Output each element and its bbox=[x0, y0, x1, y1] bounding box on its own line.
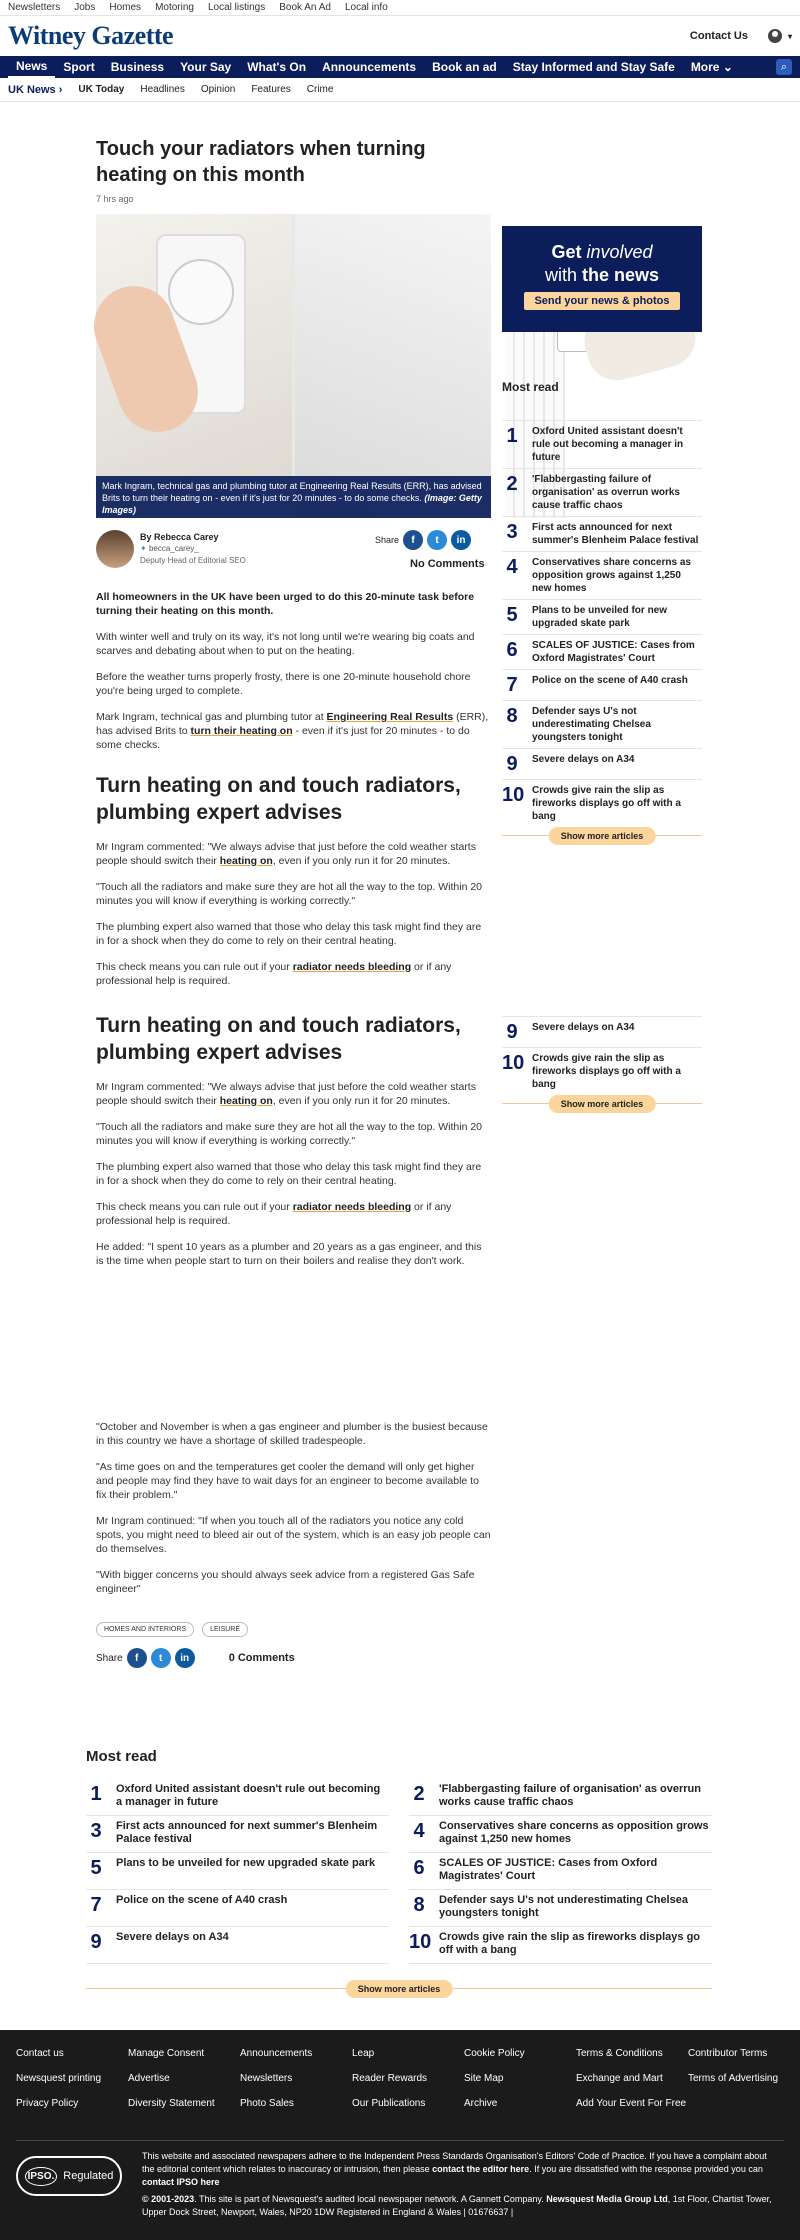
most-read-headline[interactable]: Oxford United assistant doesn't rule out becoming a manager in future bbox=[116, 1783, 381, 1808]
promo-with: with bbox=[544, 265, 582, 285]
share-label: Share bbox=[375, 535, 400, 545]
author-avatar[interactable] bbox=[96, 530, 134, 568]
ipso-text-2: . If you are dissatisfied with the response provided you can bbox=[529, 2164, 763, 2174]
most-read-rank: 1 bbox=[506, 425, 518, 447]
most-read-rank: 4 bbox=[413, 1820, 425, 1842]
share-bar-top bbox=[375, 530, 471, 550]
send-news-button[interactable]: Send your news & photos bbox=[524, 292, 679, 310]
hero-image[interactable] bbox=[96, 214, 491, 518]
most-read-item[interactable] bbox=[409, 1779, 712, 1816]
ipso-text: This website and associated newspapers adhere to the Independent Press Standards Organisation's Editors' Code of Practice. If you have a complaint about the editorial content which relates to inaccuracy or intrusion, then please bbox=[142, 2151, 767, 2174]
most-read-item[interactable] bbox=[86, 1927, 389, 1964]
article-lead: All homeowners in the UK have been urged to do this 20-minute task before turning their heating on this month. bbox=[96, 591, 475, 617]
most-read-headline[interactable]: Conservatives share concerns as opposition grows against 1,250 new homes bbox=[532, 557, 691, 594]
main-nav bbox=[0, 56, 800, 78]
paragraph: Mr Ingram continued: "If when you touch all of the radiators you notice any cold spots, you might need to bleed air out of the system, which is an easy job people can do themselves. bbox=[96, 1515, 491, 1555]
masthead bbox=[0, 16, 800, 56]
most-read-item[interactable] bbox=[409, 1927, 712, 1964]
most-read-headline[interactable]: SCALES OF JUSTICE: Cases from Oxford Magistrates' Court bbox=[532, 640, 695, 664]
paragraph: "Touch all the radiators and make sure they are hot all the way to the top. Within 20 minutes you will know if everything is working correctly." bbox=[96, 881, 483, 907]
thermostat-photo bbox=[96, 214, 292, 518]
footer-link[interactable]: Manage Consent bbox=[128, 2048, 205, 2059]
paragraph: "October and November is when a gas engineer and plumber is the busiest because in this country we have a shortage of skilled tradespeople. bbox=[96, 1421, 488, 1447]
footer-link[interactable]: Leap bbox=[352, 2048, 375, 2059]
copyright bbox=[142, 2193, 778, 2219]
most-read-title: Most read bbox=[502, 380, 559, 394]
most-read-rank: 3 bbox=[90, 1820, 102, 1842]
footer-link[interactable]: Diversity Statement bbox=[128, 2098, 215, 2109]
show-more-button[interactable]: Show more articles bbox=[549, 1095, 656, 1113]
nav-more[interactable] bbox=[683, 56, 741, 78]
paragraph: He added: "I spent 10 years as a plumber and 20 years as a gas engineer, and this is the time when people start to turn on their boilers and realise they don't work. bbox=[96, 1241, 482, 1267]
err-link[interactable]: Engineering Real Results bbox=[326, 711, 454, 723]
most-read-headline[interactable]: 'Flabbergasting failure of organisation' as overrun works cause traffic chaos bbox=[439, 1783, 701, 1808]
topbar-link-book-an-ad[interactable]: Book An Ad bbox=[279, 2, 331, 13]
paragraph-text: This check means you can rule out if your bbox=[96, 961, 293, 973]
most-read-headline[interactable]: Severe delays on A34 bbox=[532, 1022, 635, 1033]
site-footer bbox=[0, 2030, 800, 2240]
footer-link[interactable]: Exchange and Mart bbox=[576, 2073, 663, 2084]
most-read-rank: 2 bbox=[506, 473, 518, 495]
article-body-end bbox=[96, 1420, 491, 1608]
subnav-crime[interactable]: Crime bbox=[306, 84, 334, 95]
most-read-rank: 4 bbox=[506, 556, 518, 578]
most-read-rank: 7 bbox=[506, 674, 518, 696]
ipso-statement bbox=[142, 2150, 778, 2189]
footer-link[interactable]: Photo Sales bbox=[240, 2098, 294, 2109]
contact-ipso-link[interactable]: contact IPSO here bbox=[142, 2177, 220, 2187]
section-title-label: UK News bbox=[8, 83, 56, 96]
most-read-rank: 10 bbox=[502, 784, 525, 806]
section-title[interactable] bbox=[8, 84, 62, 96]
most-read-bottom-title: Most read bbox=[86, 1748, 157, 1765]
most-read-rank: 2 bbox=[413, 1783, 425, 1805]
promo-involved: involved bbox=[586, 242, 653, 262]
footer-link[interactable]: Newsquest printing bbox=[16, 2073, 102, 2084]
topbar-link-local-info[interactable]: Local info bbox=[344, 2, 388, 13]
newsquest-link[interactable]: Newsquest Media Group Ltd bbox=[546, 2194, 668, 2204]
nav-more-label: More bbox=[690, 60, 720, 74]
footer-links bbox=[0, 2030, 800, 2109]
most-read-rank: 9 bbox=[90, 1931, 102, 1953]
thermostat-dial bbox=[168, 259, 234, 325]
comments-link[interactable]: No Comments bbox=[410, 558, 485, 570]
most-read-sidebar-fragment bbox=[502, 1016, 702, 1123]
most-read-headline[interactable]: Crowds give rain the slip as fireworks displays go off with a bang bbox=[532, 785, 681, 822]
nav-sport[interactable]: Sport bbox=[63, 60, 95, 74]
show-more-row bbox=[502, 831, 702, 855]
twitter-icon[interactable]: t bbox=[427, 530, 447, 550]
footer-link[interactable]: Archive bbox=[464, 2098, 498, 2109]
show-more-row bbox=[502, 1099, 702, 1123]
most-read-item[interactable] bbox=[502, 551, 702, 599]
most-read-headline[interactable]: Defender says U's not underestimating Chelsea youngsters tonight bbox=[532, 706, 651, 743]
most-read-rank: 6 bbox=[506, 639, 518, 661]
paragraph: "Touch all the radiators and make sure they are hot all the way to the top. Within 20 minutes you will know if everything is working correctly." bbox=[96, 1121, 483, 1147]
footer-link[interactable]: Contributor Terms bbox=[688, 2048, 768, 2059]
show-more-button[interactable]: Show more articles bbox=[346, 1980, 453, 1998]
linkedin-icon[interactable]: in bbox=[451, 530, 471, 550]
most-read-item[interactable] bbox=[502, 779, 702, 827]
most-read-headline[interactable]: Severe delays on A34 bbox=[532, 754, 635, 765]
footer-link[interactable]: Newsletters bbox=[240, 2073, 293, 2084]
promo-the-news: the news bbox=[581, 265, 660, 285]
most-read-item[interactable] bbox=[502, 1047, 702, 1095]
heating-on-link[interactable]: heating on bbox=[219, 1095, 273, 1107]
most-read-item[interactable] bbox=[86, 1816, 389, 1853]
copyright-address: , 1st Floor, Chartist Tower, Upper Dock Street, Newport, Wales, NP20 1DW Registered in England & Wales | 01676637 | bbox=[142, 2194, 772, 2217]
share-bar-bottom bbox=[96, 1648, 295, 1668]
paragraph-text: or if any professional help is required. bbox=[96, 961, 452, 987]
paragraph-text: Mark Ingram, technical gas and plumbing tutor at bbox=[96, 711, 327, 723]
most-read-item[interactable] bbox=[86, 1779, 389, 1816]
comments-link[interactable]: 0 Comments bbox=[228, 1652, 295, 1664]
footer-link[interactable]: Contact us bbox=[16, 2048, 64, 2059]
nav-announcements[interactable]: Announcements bbox=[322, 60, 417, 74]
site-logo[interactable]: Witney Gazette bbox=[8, 21, 174, 50]
copyright-years: © 2001-2023 bbox=[142, 2194, 195, 2204]
footer-link[interactable]: Site Map bbox=[464, 2073, 504, 2084]
subnav-uk-today[interactable]: UK Today bbox=[78, 84, 125, 95]
tag-leisure[interactable]: LEISURE bbox=[202, 1622, 248, 1637]
paragraph bbox=[96, 840, 491, 868]
most-read-item[interactable] bbox=[409, 1853, 712, 1890]
most-read-item[interactable] bbox=[86, 1890, 389, 1927]
radiator-bleeding-link[interactable]: radiator needs bleeding bbox=[292, 1201, 412, 1213]
author-role: Deputy Head of Editorial SEO bbox=[140, 556, 246, 565]
top-links-bar bbox=[0, 0, 800, 16]
most-read-rank: 1 bbox=[90, 1783, 102, 1805]
twitter-icon: ✦ bbox=[140, 544, 147, 553]
ipso-mark: IPSO. bbox=[25, 2167, 58, 2186]
most-read-sidebar bbox=[502, 420, 702, 855]
author-name[interactable]: By Rebecca Carey bbox=[140, 532, 219, 542]
footer-link[interactable]: Cookie Policy bbox=[464, 2048, 525, 2059]
footer-link[interactable]: Terms of Advertising bbox=[688, 2073, 779, 2084]
image-caption bbox=[96, 476, 491, 518]
ipso-regulated-logo[interactable] bbox=[16, 2156, 122, 2196]
footer-link[interactable]: Add Your Event For Free bbox=[576, 2098, 687, 2109]
masthead-actions bbox=[684, 27, 792, 45]
linkedin-icon[interactable]: in bbox=[175, 1648, 195, 1668]
promo-line-1 bbox=[502, 242, 702, 263]
paragraph-text: or if any professional help is required. bbox=[96, 1201, 452, 1227]
footer-link[interactable]: Privacy Policy bbox=[16, 2098, 79, 2109]
paragraph bbox=[96, 710, 491, 752]
twitter-icon[interactable]: t bbox=[151, 1648, 171, 1668]
show-more-bottom bbox=[86, 1984, 712, 2008]
paragraph bbox=[96, 1200, 491, 1228]
caption-credit: (Image: Getty Images) bbox=[102, 493, 482, 515]
nav-book-an-ad[interactable]: Book an ad bbox=[432, 60, 497, 74]
topbar-link-jobs[interactable]: Jobs bbox=[74, 2, 96, 13]
paragraph: "As time goes on and the temperatures get cooler the demand will only get higher and people may find they have to wait days for an engineer to become available to fix their problem." bbox=[96, 1461, 479, 1501]
article-tags-bottom bbox=[96, 1622, 248, 1637]
contact-us-link[interactable]: Contact Us bbox=[689, 30, 748, 42]
most-read-rank: 8 bbox=[413, 1894, 425, 1916]
most-read-headline[interactable]: Crowds give rain the slip as fireworks displays go off with a bang bbox=[439, 1931, 701, 1956]
most-read-item[interactable] bbox=[502, 1016, 702, 1047]
ipso-label: Regulated bbox=[63, 2170, 114, 2182]
nav-stay-informed[interactable]: Stay Informed and Stay Safe bbox=[512, 60, 675, 74]
paragraph-text: (ERR), has advised Brits to bbox=[96, 711, 489, 737]
most-read-item[interactable] bbox=[502, 516, 702, 551]
most-read-headline[interactable]: Oxford United assistant doesn't rule out becoming a manager in future bbox=[532, 426, 684, 463]
user-icon bbox=[768, 29, 782, 43]
topbar-link-local-listings[interactable]: Local listings bbox=[207, 2, 266, 13]
radiator-bleeding-link[interactable]: radiator needs bleeding bbox=[292, 961, 412, 973]
footer-link[interactable]: Announcements bbox=[240, 2048, 313, 2059]
nav-whats-on[interactable]: What's On bbox=[247, 60, 307, 74]
most-read-item[interactable] bbox=[86, 1853, 389, 1890]
most-read-headline[interactable]: Severe delays on A34 bbox=[116, 1931, 229, 1943]
article-timestamp: 7 hrs ago bbox=[96, 194, 134, 204]
most-read-headline[interactable]: SCALES OF JUSTICE: Cases from Oxford Magistrates' Court bbox=[439, 1857, 658, 1882]
topbar-link-newsletters[interactable]: Newsletters bbox=[8, 2, 61, 13]
paragraph bbox=[96, 1080, 491, 1108]
most-read-item[interactable] bbox=[502, 599, 702, 634]
most-read-headline[interactable]: First acts announced for next summer's Blenheim Palace festival bbox=[532, 522, 699, 546]
most-read-headline[interactable]: Plans to be unveiled for new upgraded skate park bbox=[532, 605, 668, 629]
footer-link[interactable]: Our Publications bbox=[352, 2098, 426, 2109]
paragraph bbox=[96, 960, 491, 987]
paragraph-text: Mr Ingram commented: "We always advise that just before the cold weather starts people should switch their bbox=[96, 1081, 476, 1107]
most-read-rank: 6 bbox=[413, 1857, 425, 1879]
most-read-rank: 8 bbox=[506, 705, 518, 727]
footer-legal-text bbox=[142, 2150, 778, 2223]
paragraph-text: , even if you only run it for 20 minutes. bbox=[272, 1095, 451, 1107]
article-headline: Touch your radiators when turning heating on this month bbox=[96, 138, 426, 186]
tag-homes-and-interiors[interactable]: HOMES AND INTERIORS bbox=[96, 1622, 194, 1637]
most-read-item[interactable] bbox=[502, 634, 702, 669]
facebook-icon[interactable]: f bbox=[403, 530, 423, 550]
paragraph: With winter well and truly on its way, it's not long until we're wearing big coats and scarves and debating about when to put on the heating. bbox=[96, 631, 475, 657]
most-read-rank: 7 bbox=[90, 1894, 102, 1916]
most-read-rank: 9 bbox=[506, 753, 518, 775]
nav-news[interactable]: News bbox=[8, 56, 55, 78]
most-read-headline[interactable]: Plans to be unveiled for new upgraded skate park bbox=[116, 1857, 376, 1869]
most-read-item[interactable] bbox=[502, 468, 702, 516]
subheading: Turn heating on and touch radiators, plumbing expert advises bbox=[96, 1014, 461, 1064]
most-read-headline[interactable]: Police on the scene of A40 crash bbox=[116, 1894, 288, 1906]
author-twitter[interactable] bbox=[140, 544, 199, 553]
chevron-down-icon: ▾ bbox=[787, 31, 792, 41]
paragraph-text: This check means you can rule out if your bbox=[96, 1201, 293, 1213]
paragraph-text: - even if it's just for 20 minutes - to do some checks. bbox=[96, 725, 470, 751]
promo-get: Get bbox=[551, 242, 587, 262]
paragraph-text: , even if you only run it for 20 minutes. bbox=[272, 855, 451, 867]
nav-your-say[interactable]: Your Say bbox=[180, 60, 232, 74]
most-read-rank: 10 bbox=[409, 1931, 432, 1953]
article-body-continued bbox=[96, 1012, 491, 1280]
subnav-opinion[interactable]: Opinion bbox=[200, 84, 236, 95]
subnav-headlines[interactable]: Headlines bbox=[140, 84, 185, 95]
chevron-down-icon: › bbox=[58, 83, 63, 96]
caption-text: Mark Ingram, technical gas and plumbing tutor at Engineering Real Results (ERR), has advised Brits to turn their heating on - even if it's just for 20 minutes - to do some checks. bbox=[102, 481, 482, 503]
sign-in-button[interactable] bbox=[768, 29, 792, 43]
paragraph: Before the weather turns properly frosty, there is one 20-minute household chore you're being urged to complete. bbox=[96, 671, 471, 697]
most-read-item[interactable] bbox=[502, 669, 702, 700]
article-body bbox=[96, 590, 491, 986]
subheading: Turn heating on and touch radiators, plumbing expert advises bbox=[96, 774, 461, 824]
most-read-rank: 5 bbox=[90, 1857, 102, 1879]
topbar-link-homes[interactable]: Homes bbox=[109, 2, 142, 13]
paragraph-text: Mr Ingram commented: "We always advise that just before the cold weather starts people should switch their bbox=[96, 841, 476, 867]
send-news-promo bbox=[502, 226, 702, 332]
topbar-link-motoring[interactable]: Motoring bbox=[155, 2, 194, 13]
subnav-features[interactable]: Features bbox=[251, 84, 291, 95]
most-read-headline[interactable]: Defender says U's not underestimating Chelsea youngsters tonight bbox=[439, 1894, 688, 1919]
most-read-headline[interactable]: Conservatives share concerns as opposition grows against 1,250 new homes bbox=[439, 1820, 709, 1845]
byline bbox=[96, 528, 491, 574]
share-label: Share bbox=[96, 1652, 123, 1664]
footer-link[interactable]: Advertise bbox=[128, 2073, 170, 2084]
footer-link[interactable]: Terms & Conditions bbox=[576, 2048, 663, 2059]
most-read-headline[interactable]: Police on the scene of A40 crash bbox=[532, 675, 688, 686]
most-read-item[interactable] bbox=[409, 1816, 712, 1853]
most-read-rank: 10 bbox=[502, 1052, 525, 1074]
most-read-rank: 9 bbox=[506, 1021, 518, 1043]
most-read-item[interactable] bbox=[409, 1890, 712, 1927]
promo-line-2 bbox=[502, 265, 702, 286]
footer-divider bbox=[16, 2140, 784, 2141]
most-read-rank: 5 bbox=[506, 604, 518, 626]
most-read-headline[interactable]: Crowds give rain the slip as fireworks displays go off with a bang bbox=[532, 1053, 681, 1090]
most-read-headline[interactable]: First acts announced for next summer's Blenheim Palace festival bbox=[116, 1820, 378, 1845]
paragraph: The plumbing expert also warned that those who delay this task might find they are in for a shock when they do come to rely on their central heating. bbox=[96, 921, 482, 947]
search-icon[interactable]: ⌕ bbox=[776, 59, 792, 75]
most-read-headline[interactable]: 'Flabbergasting failure of organisation' as overrun works cause traffic chaos bbox=[532, 474, 680, 511]
sub-nav bbox=[0, 78, 800, 102]
most-read-bottom bbox=[86, 1748, 712, 2008]
author-handle: becca_carey_ bbox=[148, 544, 199, 553]
chevron-down-icon: ⌄ bbox=[722, 60, 733, 74]
facebook-icon[interactable]: f bbox=[127, 1648, 147, 1668]
most-read-item[interactable] bbox=[502, 420, 702, 468]
copyright-text: . This site is part of Newsquest's audited local newspaper network. A Gannett Company. bbox=[194, 2194, 547, 2204]
paragraph: The plumbing expert also warned that those who delay this task might find they are in for a shock when they do come to rely on their central heating. bbox=[96, 1161, 482, 1187]
show-more-button[interactable]: Show more articles bbox=[549, 827, 656, 845]
nav-business[interactable]: Business bbox=[110, 60, 165, 74]
heating-on-link[interactable]: heating on bbox=[219, 855, 273, 867]
contact-editor-link[interactable]: contact the editor here bbox=[432, 2164, 530, 2174]
footer-link[interactable]: Reader Rewards bbox=[352, 2073, 428, 2084]
heating-link[interactable]: turn their heating on bbox=[190, 725, 293, 737]
paragraph: "With bigger concerns you should always seek advice from a registered Gas Safe engineer" bbox=[96, 1569, 475, 1595]
radiator-photo bbox=[295, 214, 491, 518]
most-read-item[interactable] bbox=[502, 700, 702, 748]
most-read-item[interactable] bbox=[502, 748, 702, 779]
most-read-grid bbox=[86, 1779, 712, 1964]
most-read-rank: 3 bbox=[506, 521, 518, 543]
